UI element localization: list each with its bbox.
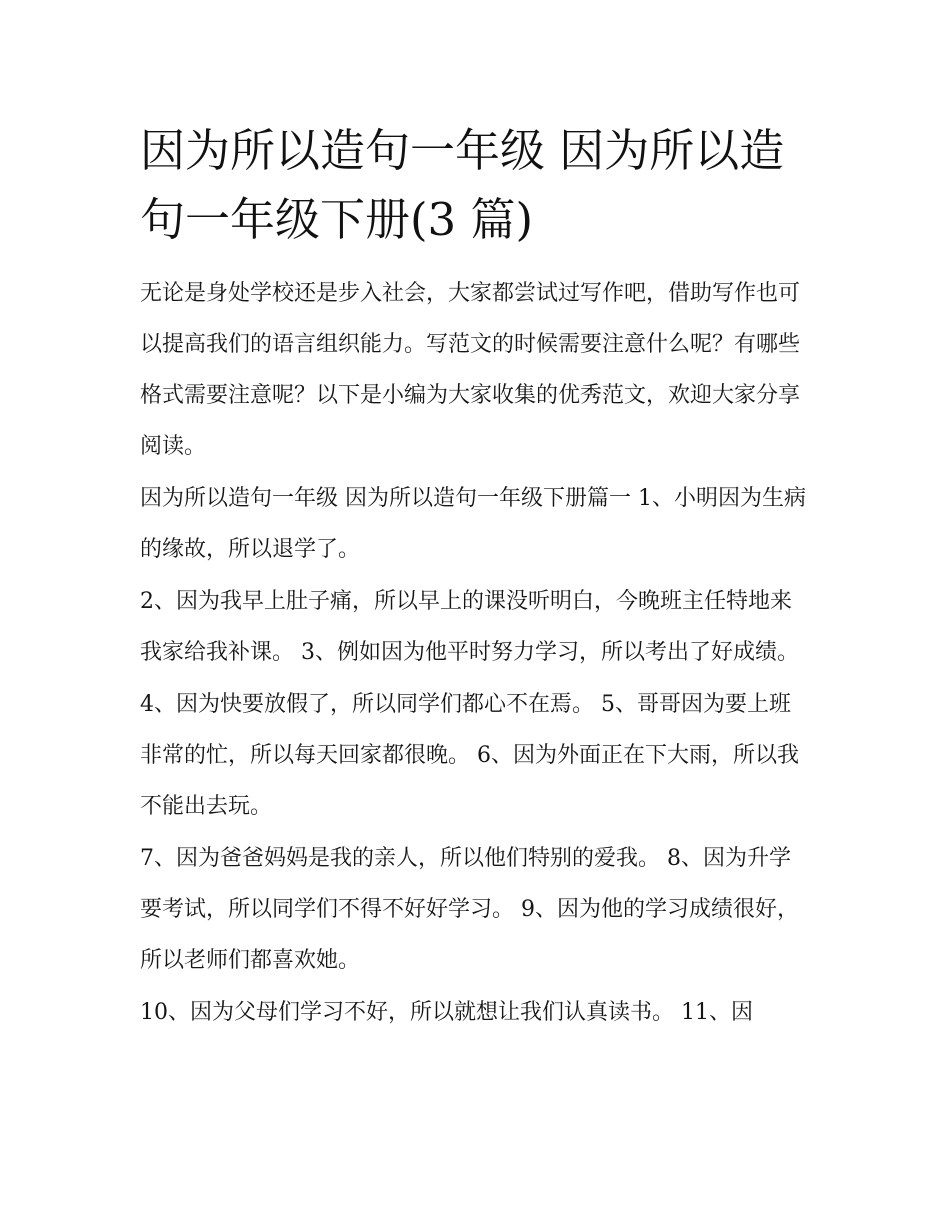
body-paragraph: 10、因为父母们学习不好，所以就想让我们认真读书。 11、因	[140, 1000, 753, 1025]
body-paragraph: 4、因为快要放假了，所以同学们都心不在焉。 5、哥哥因为要上班非常的忙，所以每天回家都很晚。 6、因为外面正在下大雨，所以我不能出去玩。	[140, 692, 799, 819]
document-content	[140, 116, 810, 1039]
body-paragraph: 2、因为我早上肚子痛，所以早上的课没听明白，今晚班主任特地来我家给我补课。 3、例如因为他平时努力学习，所以考出了好成绩。	[140, 589, 799, 665]
document-title: 因为所以造句一年级 因为所以造句一年级下册(3 篇)	[140, 124, 785, 246]
body-paragraph: 7、因为爸爸妈妈是我的亲人，所以他们特别的爱我。 8、因为升学要考试，所以同学们不得不好好学习。 9、因为他的学习成绩很好，所以老师们都喜欢她。	[140, 846, 799, 973]
body-paragraph: 因为所以造句一年级 因为所以造句一年级下册篇一 1、小明因为生病的缘故，所以退学了。	[140, 486, 806, 562]
intro-paragraph: 无论是身处学校还是步入社会，大家都尝试过写作吧，借助写作也可以提高我们的语言组织能力。写范文的时候需要注意什么呢？有哪些格式需要注意呢？以下是小编为大家收集的优秀范文，欢迎大家分享阅读。	[140, 281, 801, 459]
